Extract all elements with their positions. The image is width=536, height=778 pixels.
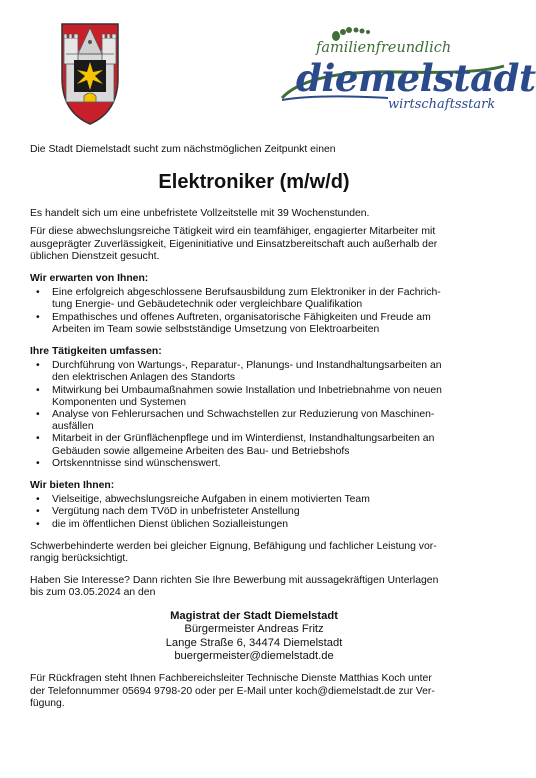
section-heading: Wir bieten Ihnen: <box>30 480 115 492</box>
tasks-section <box>30 346 478 470</box>
address-person: Bürgermeister Andreas Fritz <box>184 623 324 636</box>
offers-section <box>30 480 478 531</box>
text-line: den elektrischen Anlagen des Standorts <box>52 372 236 384</box>
list-item <box>30 409 478 433</box>
text-line: Für diese abwechslungsreiche Tätigkeit wird ein teamfähiger, engagierter Mitarbeiter mit <box>30 226 436 238</box>
text-line: Arbeiten im Team sowie selbstständige Umsetzung von Elektroarbeiten <box>52 323 380 335</box>
text-line: Analyse von Fehlerursachen und Schwachstellen zur Reduzierung von Maschinen- <box>52 409 435 421</box>
bullet-icon: • <box>36 518 40 530</box>
text-line: der Telefonnummer 05694 9798-20 oder per E-Mail unter koch@diemelstadt.de zur Ver- <box>30 685 435 697</box>
text-line: Ortskenntnisse sind wünschenswert. <box>52 457 221 469</box>
bullet-icon: • <box>36 409 40 421</box>
coat-of-arms-icon <box>58 20 122 126</box>
text-line: Eine erfolgreich abgeschlossene Berufsausbildung zum Elektroniker in der Fachrich- <box>52 287 441 299</box>
section-heading: Ihre Tätigkeiten umfassen: <box>30 346 162 358</box>
text-line: Empathisches und offenes Auftreten, organisatorische Fähigkeiten und Freude am <box>52 311 431 323</box>
list-item <box>30 360 478 384</box>
text-line: fügung. <box>30 697 65 709</box>
bullet-icon: • <box>36 287 40 299</box>
list-item <box>30 433 478 457</box>
job-title: Elektroniker (m/w/d) <box>158 171 350 194</box>
bullet-icon: • <box>36 360 40 372</box>
requirements-section <box>30 273 478 336</box>
address-email: buergermeister@diemelstadt.de <box>174 649 334 662</box>
application-address <box>30 610 478 664</box>
application-call <box>30 575 478 599</box>
text-line: bis zum 03.05.2024 an den <box>30 587 156 599</box>
disability-note <box>30 541 478 565</box>
logo-tagline-top: familienfreundlich <box>316 40 452 56</box>
text-line: die im öffentlichen Dienst üblichen Sozialleistungen <box>52 518 289 530</box>
text-line: Mitwirkung bei Umbaumaßnahmen sowie Installation und Inbetriebnahme von neuen <box>52 384 442 396</box>
address-recipient: Magistrat der Stadt Diemelstadt <box>170 609 338 622</box>
text-line: Haben Sie Interesse? Dann richten Sie Ihre Bewerbung mit aussagekräftigen Unterlagen <box>30 575 439 587</box>
bullet-icon: • <box>36 384 40 396</box>
contact-info <box>30 673 478 710</box>
logo-wordmark: diemelstadt <box>296 56 536 100</box>
text-line: Gebäuden sowie allgemeine Arbeiten des Bau- und Betriebshofs <box>52 445 350 457</box>
text-line: Für Rückfragen steht Ihnen Fachbereichsleiter Technische Dienste Matthias Koch unter <box>30 673 432 685</box>
text-line: Schwerbehinderte werden bei gleicher Eignung, Befähigung und fachlicher Leistung vor- <box>30 540 437 552</box>
list-item <box>30 494 478 506</box>
list-item <box>30 287 478 311</box>
logo-tagline-bottom: wirtschaftsstark <box>388 97 496 112</box>
text-line: tung Energie- und Gebäudetechnik oder vergleichbare Qualifikation <box>52 299 363 311</box>
role-description <box>30 226 478 263</box>
requirements-list <box>30 287 478 336</box>
text-line: üblichen Dienstzeit gesucht. <box>30 250 160 262</box>
text-line: ausfällen <box>52 421 94 433</box>
tasks-list <box>30 360 478 470</box>
list-item <box>30 506 478 518</box>
text-line: rangig berücksichtigt. <box>30 553 129 565</box>
bullet-icon: • <box>36 311 40 323</box>
text-line: Vielseitige, abwechslungsreiche Aufgaben in einem motivierten Team <box>52 494 370 506</box>
bullet-icon: • <box>36 494 40 506</box>
bullet-icon: • <box>36 506 40 518</box>
bullet-icon: • <box>36 433 40 445</box>
text-line: ausgeprägter Zuverlässigkeit, Eigeninitiative und Einsatzbereitschaft auch außerhalb der <box>30 238 438 250</box>
address-street: Lange Straße 6, 34474 Diemelstadt <box>165 636 343 649</box>
employment-info: Es handelt sich um eine unbefristete Vollzeitstelle mit 39 Wochenstunden. <box>30 208 370 220</box>
text-line: Komponenten und Systemen <box>52 396 187 408</box>
list-item <box>30 312 478 336</box>
text-line: Mitarbeit in der Grünflächenpflege und im Winterdienst, Instandhaltungsarbeiten an <box>52 433 435 445</box>
header <box>30 0 536 140</box>
offers-list <box>30 494 478 531</box>
list-item <box>30 458 478 470</box>
list-item <box>30 519 478 531</box>
text-line: Vergütung nach dem TVöD in unbefristeter Anstellung <box>52 506 300 518</box>
list-item <box>30 385 478 409</box>
section-heading: Wir erwarten von Ihnen: <box>30 273 149 285</box>
bullet-icon: • <box>36 457 40 469</box>
text-line: Durchführung von Wartungs-, Reparatur-, Planungs- und Instandhaltungsarbeiten an <box>52 360 442 372</box>
intro-text: Die Stadt Diemelstadt sucht zum nächstmöglichen Zeitpunkt einen <box>30 144 336 155</box>
diemelstadt-logo <box>278 26 536 121</box>
